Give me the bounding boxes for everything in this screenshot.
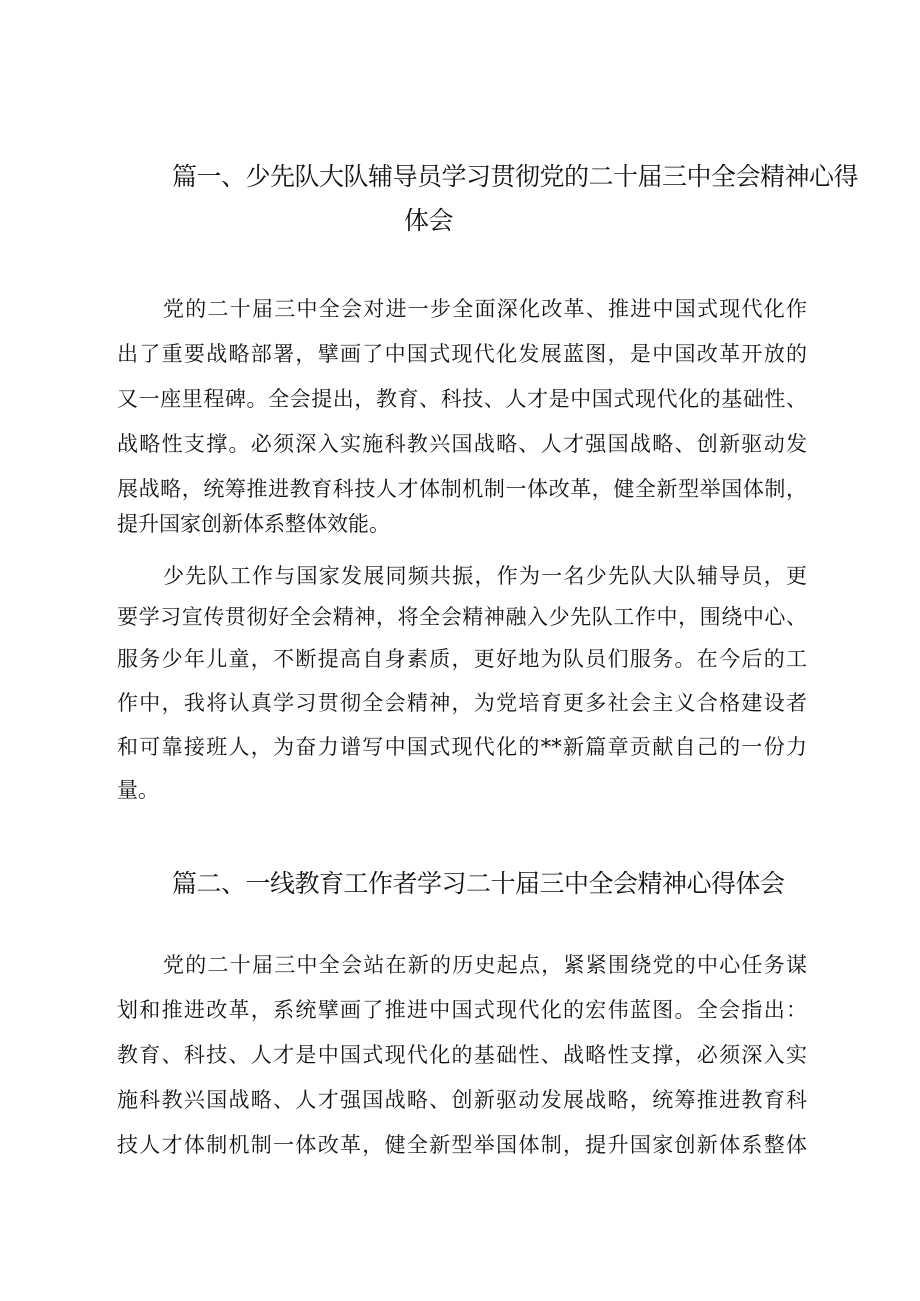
paragraph-line: 战略性支撑。必须深入实施科教兴国战略、人才强国战略、创新驱动发 [117, 432, 807, 456]
paragraph-line: 出了重要战略部署，擘画了中国式现代化发展蓝图，是中国改革开放的 [117, 342, 807, 366]
paragraph-line: 又一座里程碑。全会提出，教育、科技、人才是中国式现代化的基础性、 [117, 387, 807, 411]
paragraph-line: 要学习宣传贯彻好全会精神，将全会精神融入少先队工作中，围绕中心、 [117, 605, 807, 629]
paragraph-line: 少先队工作与国家发展同频共振，作为一名少先队大队辅导员，更 [163, 564, 807, 588]
paragraph-line: 党的二十届三中全会站在新的历史起点，紧紧围绕党的中心任务谋 [163, 953, 807, 977]
paragraph-line: 量。 [117, 778, 159, 802]
paragraph-line: 和可靠接班人，为奋力谱写中国式现代化的**新篇章贡献自己的一份力 [117, 735, 807, 759]
section2-title: 篇二、一线教育工作者学习二十届三中全会精神心得体会 [172, 869, 785, 898]
paragraph-line: 作中，我将认真学习贯彻全会精神，为党培育更多社会主义合格建设者 [117, 691, 807, 715]
paragraph-line: 党的二十届三中全会对进一步全面深化改革、推进中国式现代化作 [163, 297, 807, 321]
paragraph-line: 服务少年儿童，不断提高自身素质，更好地为队员们服务。在今后的工 [117, 647, 807, 671]
paragraph-line: 展战略，统筹推进教育科技人才体制机制一体改革，健全新型举国体制， [117, 477, 807, 501]
paragraph-line: 施科教兴国战略、人才强国战略、创新驱动发展战略，统筹推进教育科 [117, 1088, 807, 1112]
section1-title-line2: 体会 [404, 206, 454, 235]
paragraph-line: 提升国家创新体系整体效能。 [117, 512, 390, 536]
section1-title-line1: 篇一、少先队大队辅导员学习贯彻党的二十届三中全会精神心得 [172, 162, 859, 191]
paragraph-line: 划和推进改革，系统擘画了推进中国式现代化的宏伟蓝图。全会指出： [117, 998, 807, 1022]
paragraph-line: 教育、科技、人才是中国式现代化的基础性、战略性支撑，必须深入实 [117, 1043, 807, 1067]
paragraph-line: 技人才体制机制一体改革，健全新型举国体制，提升国家创新体系整体 [117, 1133, 807, 1157]
